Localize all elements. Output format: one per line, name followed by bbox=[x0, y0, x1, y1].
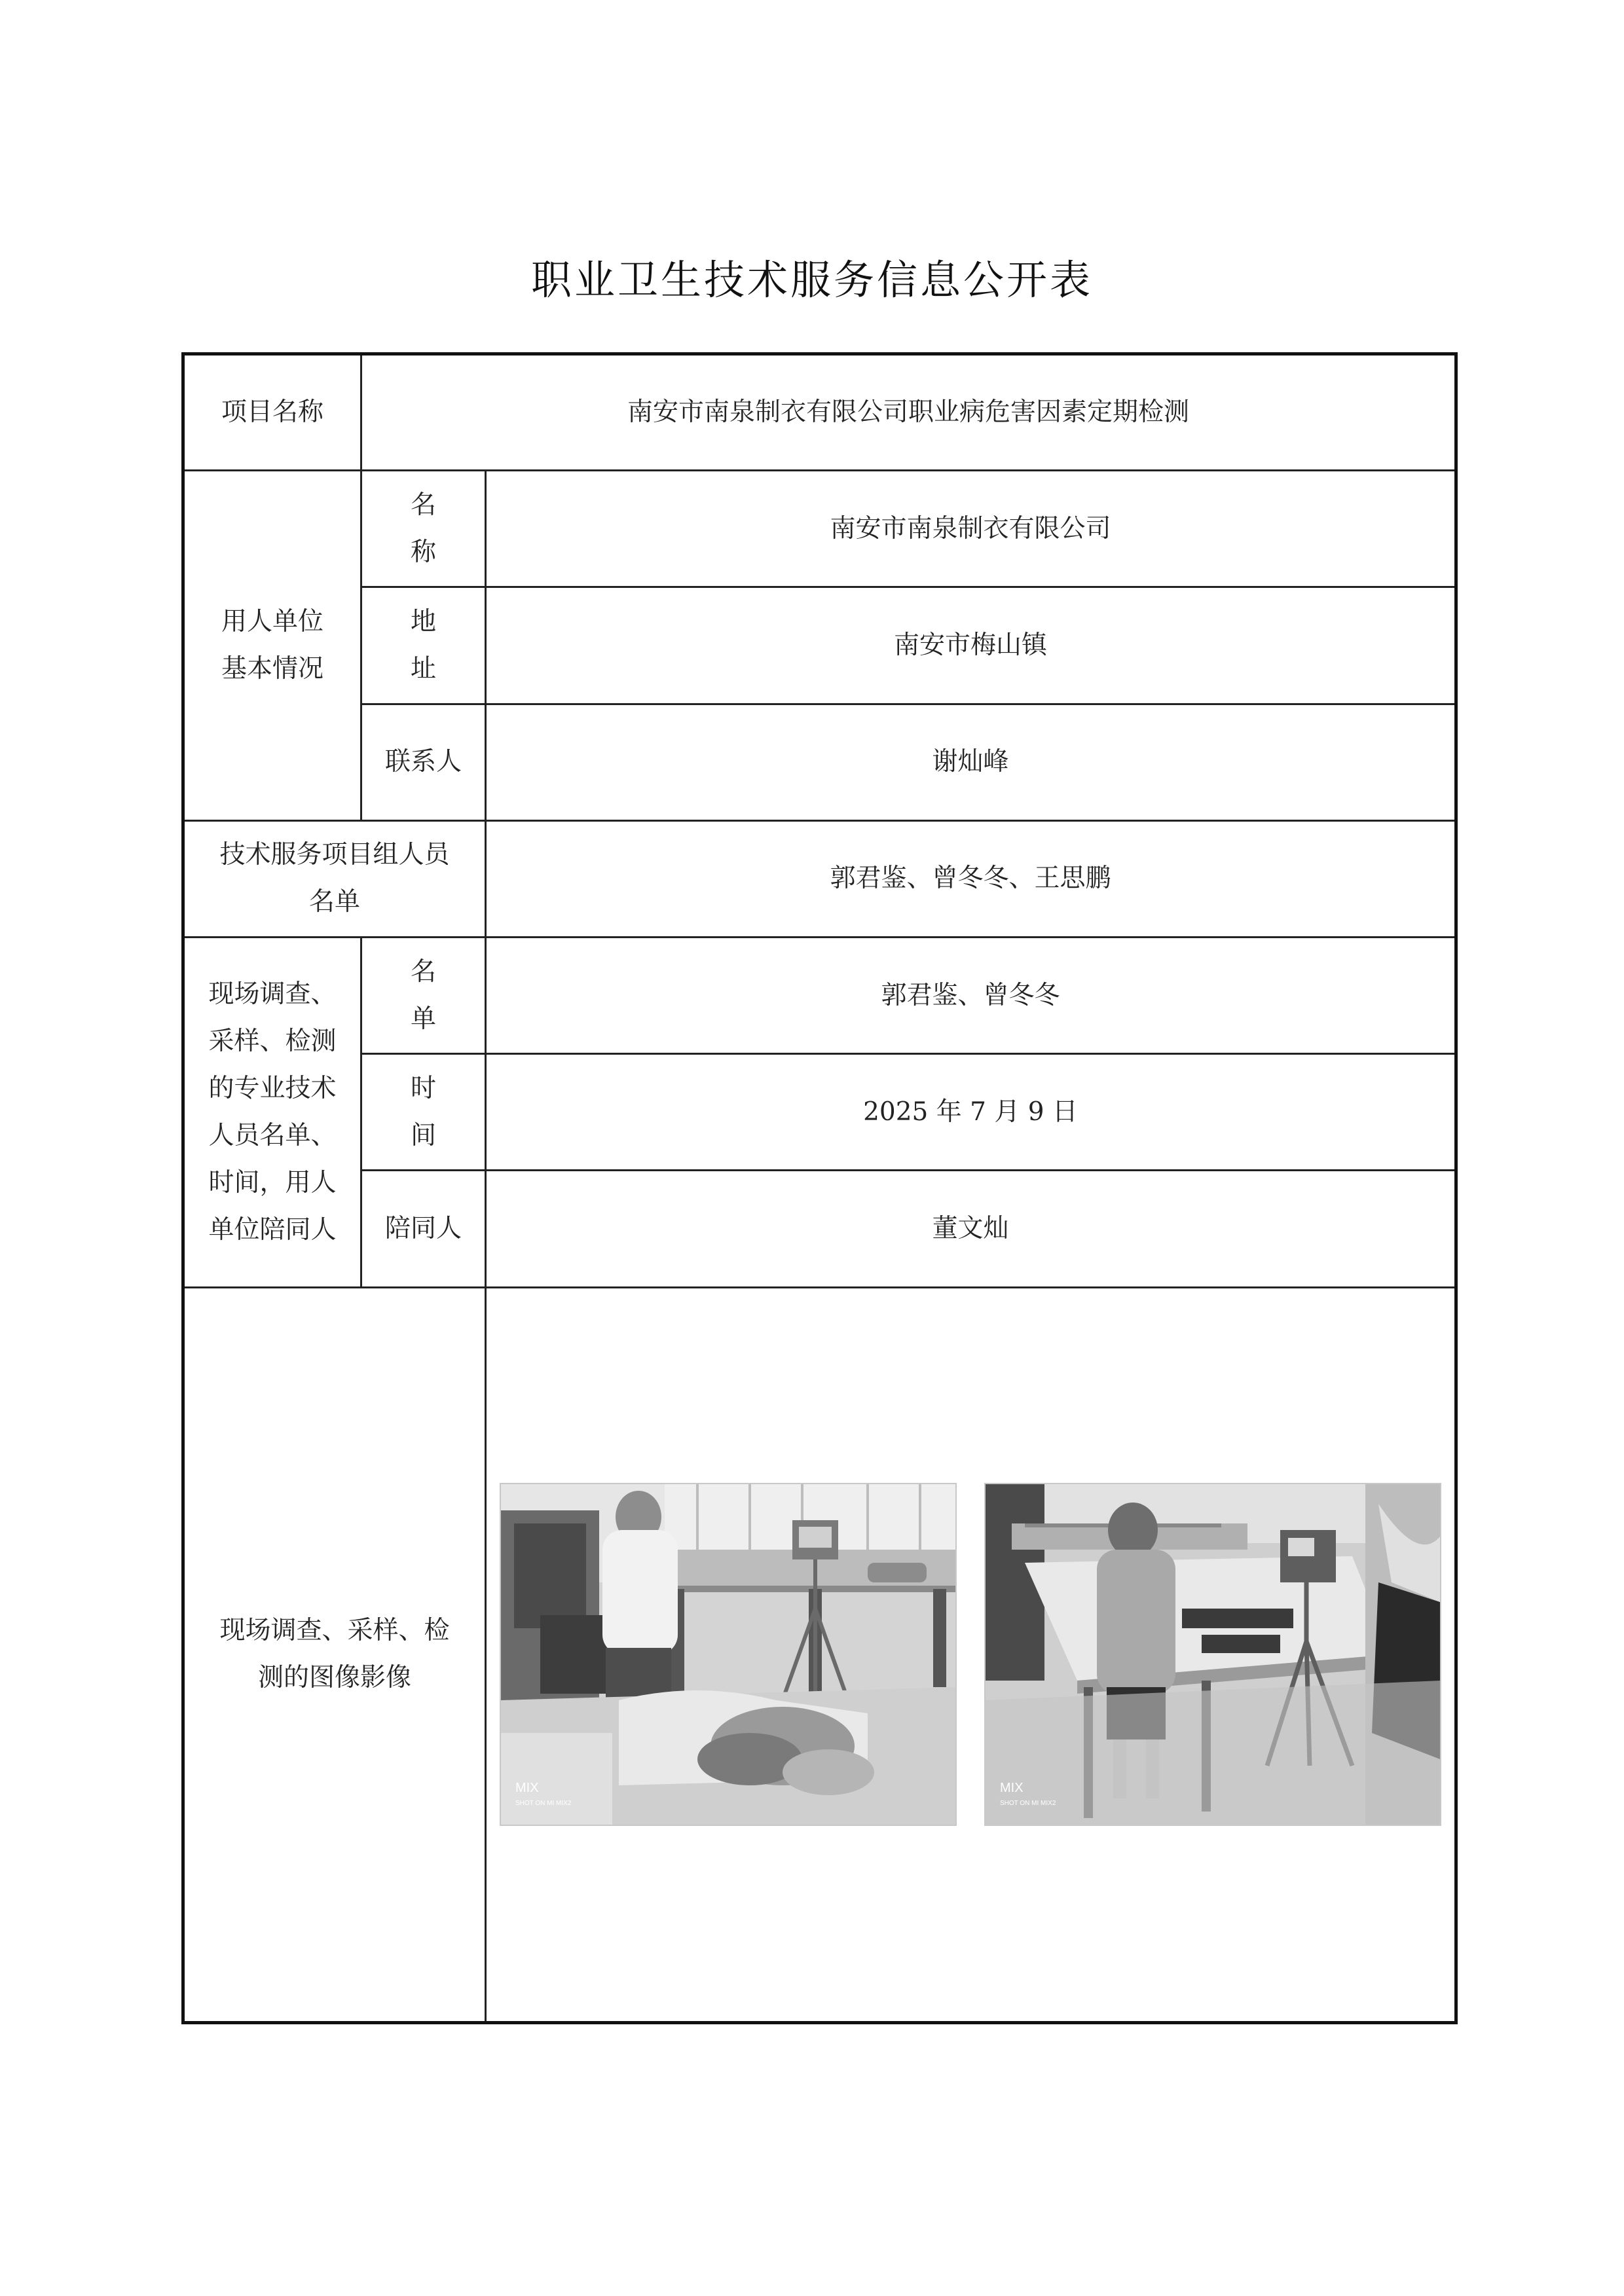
team-value: 郭君鉴、曾冬冬、王思鹏 bbox=[486, 820, 1456, 937]
photo-2-watermark: MIX bbox=[1000, 1781, 1024, 1796]
images-row bbox=[183, 1287, 1456, 2022]
survey-names-row bbox=[183, 938, 1456, 1054]
photo-1-watermark: MIX bbox=[515, 1781, 539, 1796]
document-title: 职业卫生技术服务信息公开表 bbox=[530, 256, 1093, 304]
employer-name-value: 南安市南泉制衣有限公司 bbox=[486, 471, 1456, 587]
employer-label-line-1: 用人单位 bbox=[221, 607, 323, 636]
employer-contact-row bbox=[183, 704, 1456, 820]
survey-label-line-6: 单位陪同人 bbox=[208, 1214, 337, 1245]
survey-label bbox=[183, 938, 361, 1288]
survey-label-line-5: 时间，用人 bbox=[208, 1167, 337, 1197]
employer-label-line-2: 基本情况 bbox=[221, 654, 323, 683]
photo-2-watermark-sub: SHOT ON MI MIX2 bbox=[1000, 1800, 1056, 1808]
employer-address-value: 南安市梅山镇 bbox=[486, 587, 1456, 704]
survey-escort-row bbox=[183, 1171, 1456, 1287]
team-label bbox=[183, 820, 486, 937]
images-cell bbox=[486, 1287, 1456, 2022]
survey-label-line-4: 人员名单、 bbox=[208, 1120, 337, 1150]
survey-label-line-3: 的专业技术 bbox=[208, 1073, 337, 1103]
employer-label bbox=[183, 471, 361, 821]
team-row bbox=[183, 820, 1456, 937]
site-photo-1 bbox=[501, 1484, 955, 1825]
employer-address-row bbox=[183, 587, 1456, 704]
survey-label-line-1: 现场调查、 bbox=[208, 979, 337, 1009]
survey-names-label: 名 单 bbox=[361, 938, 486, 1054]
survey-time-value: 2025 年 7 月 9 日 bbox=[486, 1054, 1456, 1171]
project-label: 项目名称 bbox=[183, 354, 361, 471]
info-table bbox=[181, 352, 1458, 2024]
survey-time-label: 时 间 bbox=[361, 1054, 486, 1171]
images-label-line-2: 测的图像影像 bbox=[257, 1663, 411, 1693]
survey-escort-value: 董文灿 bbox=[486, 1171, 1456, 1287]
employer-address-label: 地 址 bbox=[361, 587, 486, 704]
employer-name-row bbox=[183, 471, 1456, 587]
survey-time-row bbox=[183, 1054, 1456, 1171]
team-label-line-2: 名单 bbox=[308, 887, 360, 917]
photo-1-watermark-sub: SHOT ON MI MIX2 bbox=[515, 1800, 572, 1808]
site-photo-2 bbox=[986, 1484, 1440, 1825]
survey-names-value: 郭君鉴、曾冬冬 bbox=[486, 938, 1456, 1054]
images-label-line-1: 现场调查、采样、检 bbox=[219, 1616, 450, 1646]
employer-contact-value: 谢灿峰 bbox=[486, 704, 1456, 820]
employer-name-label: 名 称 bbox=[361, 471, 486, 587]
survey-escort-label: 陪同人 bbox=[361, 1171, 486, 1287]
images-label bbox=[183, 1287, 486, 2022]
survey-label-line-2: 采样、检测 bbox=[208, 1026, 337, 1056]
photo-gallery bbox=[487, 1484, 1454, 1825]
project-row bbox=[183, 354, 1456, 471]
project-value: 南安市南泉制衣有限公司职业病危害因素定期检测 bbox=[361, 354, 1456, 471]
team-label-line-1: 技术服务项目组人员 bbox=[219, 840, 450, 870]
employer-contact-label: 联系人 bbox=[361, 704, 486, 820]
